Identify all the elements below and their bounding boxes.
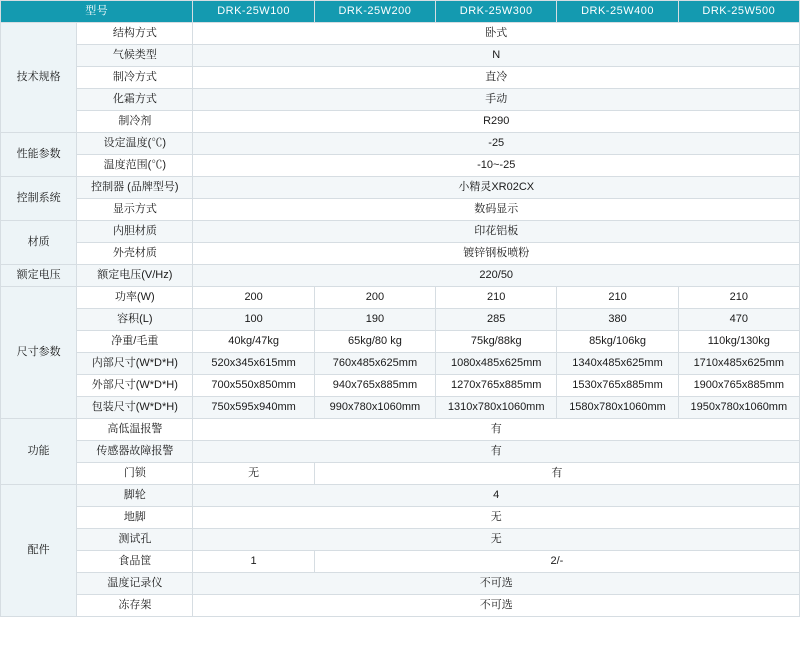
row-label: 制冷剂	[77, 111, 193, 133]
cell-value: 1340x485x625mm	[557, 353, 678, 375]
group-label: 控制系统	[1, 177, 77, 221]
table-row	[1, 221, 800, 243]
table-row	[1, 23, 800, 45]
row-label: 控制器 (品牌型号)	[77, 177, 193, 199]
cell-value: 700x550x850mm	[193, 375, 314, 397]
cell-value: 990x780x1060mm	[314, 397, 435, 419]
row-label: 外部尺寸(W*D*H)	[77, 375, 193, 397]
cell-value: 1530x765x885mm	[557, 375, 678, 397]
row-label: 结构方式	[77, 23, 193, 45]
table-row	[1, 595, 800, 617]
table-header	[1, 1, 800, 23]
row-label: 额定电压(V/Hz)	[77, 265, 193, 287]
row-label: 外壳材质	[77, 243, 193, 265]
header-model-1: DRK-25W100	[193, 1, 314, 23]
row-label: 冻存架	[77, 595, 193, 617]
cell-value: 200	[314, 287, 435, 309]
row-label: 内胆材质	[77, 221, 193, 243]
table-row	[1, 529, 800, 551]
cell-value: 100	[193, 309, 314, 331]
cell-value: 85kg/106kg	[557, 331, 678, 353]
group-label: 功能	[1, 419, 77, 485]
cell-value: 直冷	[193, 67, 800, 89]
row-label: 功率(W)	[77, 287, 193, 309]
row-label: 净重/毛重	[77, 331, 193, 353]
cell-value: 1	[193, 551, 314, 573]
row-label: 设定温度(℃)	[77, 133, 193, 155]
cell-value: 卧式	[193, 23, 800, 45]
table-row	[1, 155, 800, 177]
cell-value: 数码显示	[193, 199, 800, 221]
cell-value: 4	[193, 485, 800, 507]
cell-value: 1710x485x625mm	[678, 353, 799, 375]
group-label: 技术规格	[1, 23, 77, 133]
table-row	[1, 397, 800, 419]
table-row	[1, 463, 800, 485]
header-row	[1, 1, 800, 23]
table-row	[1, 353, 800, 375]
table-row	[1, 287, 800, 309]
cell-value: 1080x485x625mm	[436, 353, 557, 375]
cell-value: 不可选	[193, 595, 800, 617]
cell-value: -25	[193, 133, 800, 155]
row-label: 测试孔	[77, 529, 193, 551]
table-row	[1, 331, 800, 353]
cell-value: 210	[557, 287, 678, 309]
cell-value: 1900x765x885mm	[678, 375, 799, 397]
cell-value: 无	[193, 529, 800, 551]
table-row	[1, 375, 800, 397]
cell-value: 有	[193, 441, 800, 463]
row-label: 容积(L)	[77, 309, 193, 331]
header-model-5: DRK-25W500	[678, 1, 799, 23]
cell-value: 220/50	[193, 265, 800, 287]
cell-value: 110kg/130kg	[678, 331, 799, 353]
group-label: 性能参数	[1, 133, 77, 177]
row-label: 温度记录仪	[77, 573, 193, 595]
row-label: 传感器故障报警	[77, 441, 193, 463]
cell-value: 210	[436, 287, 557, 309]
group-label: 材质	[1, 221, 77, 265]
cell-value: 940x765x885mm	[314, 375, 435, 397]
table-row	[1, 67, 800, 89]
row-label: 食品筐	[77, 551, 193, 573]
table-row	[1, 485, 800, 507]
row-label: 显示方式	[77, 199, 193, 221]
cell-value: 200	[193, 287, 314, 309]
table-row	[1, 89, 800, 111]
cell-value: 1580x780x1060mm	[557, 397, 678, 419]
cell-value: 380	[557, 309, 678, 331]
group-label: 尺寸参数	[1, 287, 77, 419]
cell-value: 印花铝板	[193, 221, 800, 243]
header-model-label: 型号	[1, 1, 193, 23]
table-row	[1, 265, 800, 287]
table-body	[1, 23, 800, 617]
cell-value: 285	[436, 309, 557, 331]
cell-value: 小精灵XR02CX	[193, 177, 800, 199]
cell-value: -10~-25	[193, 155, 800, 177]
table-row	[1, 573, 800, 595]
row-label: 高低温报警	[77, 419, 193, 441]
row-label: 温度范围(℃)	[77, 155, 193, 177]
cell-value: 1950x780x1060mm	[678, 397, 799, 419]
cell-value: 镀锌钢板喷粉	[193, 243, 800, 265]
table-row	[1, 243, 800, 265]
cell-value: 65kg/80 kg	[314, 331, 435, 353]
row-label: 门锁	[77, 463, 193, 485]
row-label: 气候类型	[77, 45, 193, 67]
cell-value: 520x345x615mm	[193, 353, 314, 375]
header-model-3: DRK-25W300	[436, 1, 557, 23]
table-row	[1, 199, 800, 221]
table-row	[1, 133, 800, 155]
header-model-4: DRK-25W400	[557, 1, 678, 23]
cell-value: N	[193, 45, 800, 67]
cell-value: 210	[678, 287, 799, 309]
cell-value: 750x595x940mm	[193, 397, 314, 419]
table-row	[1, 111, 800, 133]
cell-value: 不可选	[193, 573, 800, 595]
table-row	[1, 177, 800, 199]
row-label: 包装尺寸(W*D*H)	[77, 397, 193, 419]
table-row	[1, 441, 800, 463]
cell-value: 无	[193, 463, 314, 485]
table-row	[1, 45, 800, 67]
cell-value: R290	[193, 111, 800, 133]
table-row	[1, 309, 800, 331]
cell-value: 有	[193, 419, 800, 441]
cell-value: 无	[193, 507, 800, 529]
table-row	[1, 419, 800, 441]
row-label: 脚轮	[77, 485, 193, 507]
cell-value: 190	[314, 309, 435, 331]
group-label: 额定电压	[1, 265, 77, 287]
cell-value: 手动	[193, 89, 800, 111]
table-row	[1, 507, 800, 529]
group-label: 配件	[1, 485, 77, 617]
row-label: 内部尺寸(W*D*H)	[77, 353, 193, 375]
row-label: 化霜方式	[77, 89, 193, 111]
table-row	[1, 551, 800, 573]
cell-value: 有	[314, 463, 799, 485]
cell-value: 1270x765x885mm	[436, 375, 557, 397]
cell-value: 2/-	[314, 551, 799, 573]
row-label: 地脚	[77, 507, 193, 529]
cell-value: 1310x780x1060mm	[436, 397, 557, 419]
cell-value: 40kg/47kg	[193, 331, 314, 353]
header-model-2: DRK-25W200	[314, 1, 435, 23]
cell-value: 760x485x625mm	[314, 353, 435, 375]
row-label: 制冷方式	[77, 67, 193, 89]
cell-value: 470	[678, 309, 799, 331]
cell-value: 75kg/88kg	[436, 331, 557, 353]
